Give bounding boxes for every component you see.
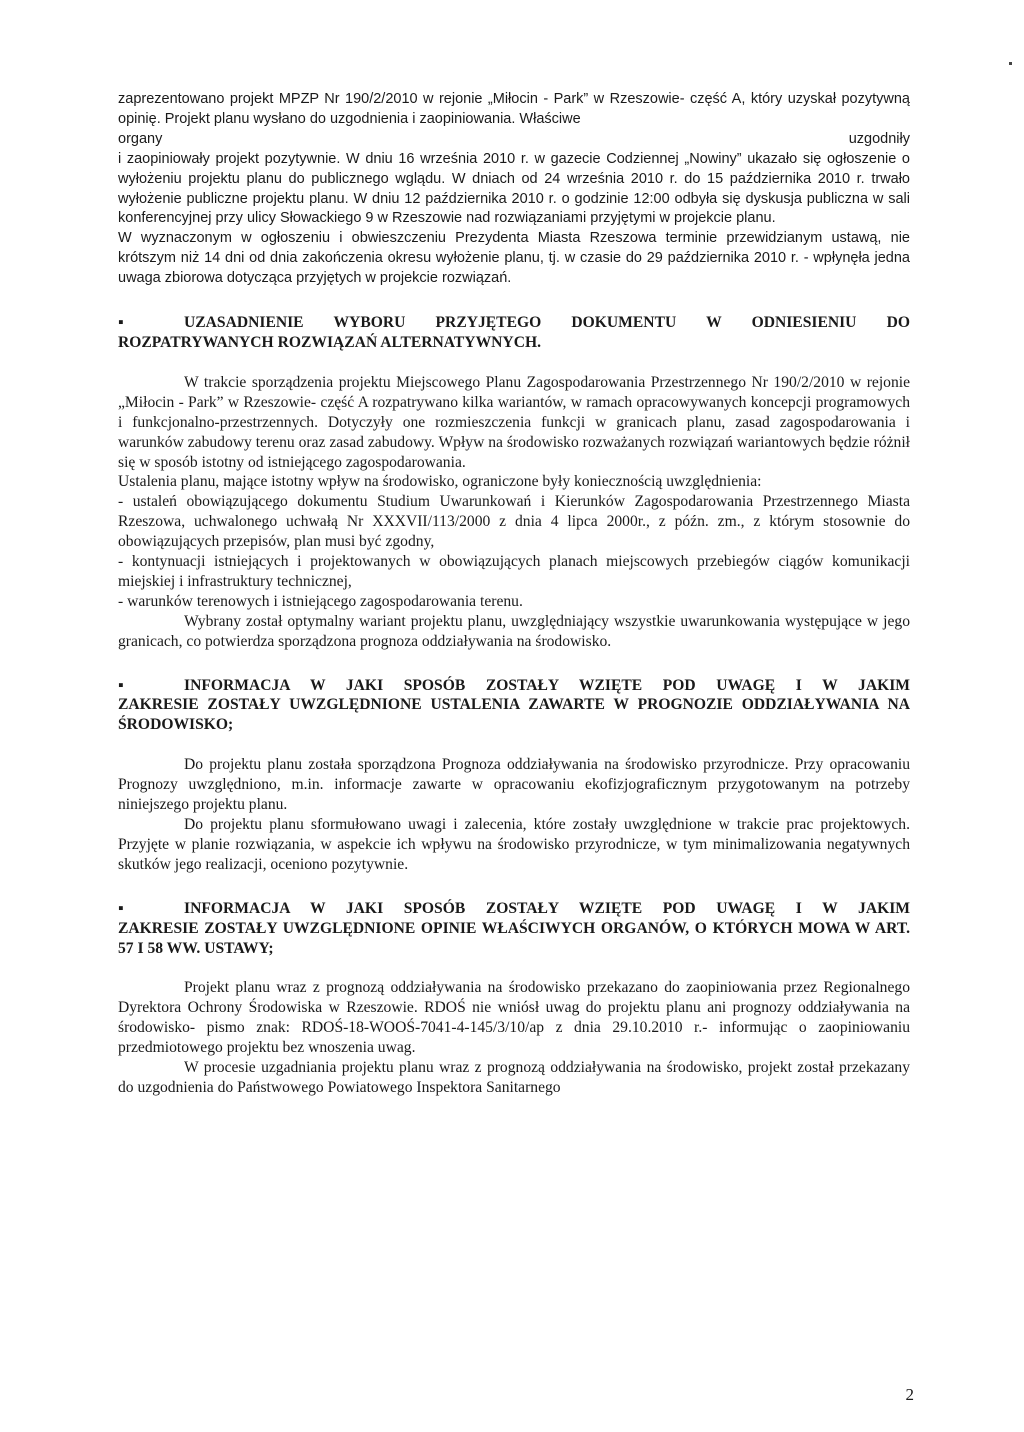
page-number: 2	[905, 1385, 914, 1404]
heading-line-2: ZAKRESIE ZOSTAŁY UWZGLĘDNIONE OPINIE WŁAŚCIWYCH ORGANÓW, O KTÓRYCH MOWA W ART. 57 I 58 WW. USTAWY;	[118, 919, 910, 957]
intro-paragraph-2: i zaopiniowały projekt pozytywnie. W dniu 16 września 2010 r. w gazecie Codziennej „Nowiny” ukazało się ogłoszenie o wyłożeniu projektu planu do publicznego wglądu. W dniach od 24 września 2010 r. do 15 października 2010 r. trwało wyłożenie publiczne projektu planu. W dniu 12 października 2010 r. o godzinie 12:00 odbyła się dyskusja publiczna w sali konferencyjnej przy ulicy Słowackiego 9 w Rzeszowie nad rozwiązaniami przyjętymi w projekcie planu.	[118, 150, 910, 227]
heading-line-1: UZASADNIENIE WYBORU PRZYJĘTEGO DOKUMENTU W ODNIESIENIU DO	[184, 314, 910, 332]
section-heading-forecast	[118, 676, 910, 736]
section1-list-item-1: - ustaleń obowiązującego dokumentu Studium Uwarunkowań i Kierunków Zagospodarowania Przestrzennego Miasta Rzeszowa, uchwalonego uchwałą Nr XXXVII/113/2000 z dnia 4 lipca 2000r., z późn. zm., z którym stosownie do obowiązujących przepisów, plan musi być zgodny,	[118, 493, 910, 551]
intro-word-uzgodnily: uzgodniły	[848, 130, 910, 147]
heading-line-2: ZAKRESIE ZOSTAŁY UWZGLĘDNIONE USTALENIA ZAWARTE W PROGNOZIE ODDZIAŁYWANIA NA ŚRODOWISKO;	[118, 696, 910, 734]
bullet-icon: ▪	[118, 899, 124, 917]
section1-list-item-2: - kontynuacji istniejących i projektowanych w obowiązujących planach miejscowych przebiegów ciągów komunikacji miejskiej i infrastruktury technicznej,	[118, 553, 910, 590]
intro-word-organy: organy	[118, 130, 163, 147]
section1-paragraph-1: W trakcie sporządzenia projektu Miejscowego Planu Zagospodarowania Przestrzennego Nr 190/2/2010 w rejonie „Miłocin - Park” w Rzeszowie- część A rozpatrywano kilka wariantów, w ramach opracowywanych koncepcji programowych i funkcjonalno-przestrzennych. Dotyczyły one rozmieszczenia funkcji w granicach planu, zasad zagospodarowania i warunków zabudowy terenu oraz zasad zabudowy. Wpływ na środowisko rozważanych rozwiązań wariantowych będzie różnił się w sposób istotny od istniejącego zagospodarowania.	[118, 373, 910, 471]
intro-paragraph-1: zaprezentowano projekt MPZP Nr 190/2/2010 w rejonie „Miłocin - Park” w Rzeszowie- część A, który uzyskał pozytywną opinię. Projekt planu wysłano do uzgodnienia i zaopiniowania. Właściwe	[118, 91, 910, 127]
heading-line-1: INFORMACJA W JAKI SPOSÓB ZOSTAŁY WZIĘTE POD UWAGĘ I W JAKIM	[184, 899, 910, 917]
section3-paragraph-2: W procesie uzgadniania projektu planu wraz z prognozą oddziaływania na środowisko, projekt został przekazany do uzgodnienia do Państwowego Powiatowego Inspektora Sanitarnego	[118, 1059, 910, 1096]
heading-line-2: ROZPATRYWANYCH ROZWIĄZAŃ ALTERNATYWNYCH.	[118, 333, 541, 351]
bullet-icon: ▪	[118, 676, 124, 694]
section-heading-alternatives	[118, 313, 910, 353]
section2-paragraph-2: Do projektu planu sformułowano uwagi i zalecenia, które zostały uwzględnione w trakcie prac projektowych. Przyjęte w planie rozwiązania, w aspekcie ich wpływu na środowisko przyrodnicze, w tym minimalizowania negatywnych skutków jego realizacji, oceniono pozytywnie.	[118, 816, 910, 873]
section1-paragraph-2: Ustalenia planu, mające istotny wpływ na środowisko, ograniczone były koniecznością uwzględnienia:	[118, 473, 762, 491]
section3-paragraph-1: Projekt planu wraz z prognozą oddziaływania na środowisko przekazano do zaopiniowania przez Regionalnego Dyrektora Ochrony Środowiska w Rzeszowie. RDOŚ nie wniósł uwag do projektu planu ani prognozy oddziaływania na środowisko- pismo znak: RDOŚ-18-WOOŚ-7041-4-145/3/10/ap z dnia 29.10.2010 r.- informując o zaopiniowaniu przedmiotowego projektu bez wnoszenia uwag.	[118, 979, 910, 1057]
section2-paragraph-1: Do projektu planu została sporządzona Prognoza oddziaływania na środowisko przyrodnicze. Przy opracowaniu Prognozy uwzględniono, m.in. informacje zawarte w opracowaniu ekofizjograficznym przygotowanym na potrzeby niniejszego projektu planu.	[118, 756, 910, 814]
document-page	[118, 90, 910, 1098]
intro-split-line	[118, 130, 910, 150]
heading-line-1: INFORMACJA W JAKI SPOSÓB ZOSTAŁY WZIĘTE POD UWAGĘ I W JAKIM	[184, 676, 910, 694]
intro-paragraph-3: W wyznaczonym w ogłoszeniu i obwieszczeniu Prezydenta Miasta Rzeszowa terminie przewidzianym ustawą, nie krótszym niż 14 dni od dnia zakończenia okresu wyłożenie planu, tj. w czasie do 29 października 2010 r. - wpłynęła jedna uwaga zbiorowa dotycząca przyjętych w projekcie rozwiązań.	[118, 230, 910, 287]
scan-mark	[1009, 62, 1012, 65]
section1-paragraph-3: Wybrany został optymalny wariant projektu planu, uwzględniający wszystkie uwarunkowania występujące w jego granicach, co potwierdza sporządzona prognoza oddziaływania na środowisko.	[118, 612, 910, 650]
section-heading-opinions	[118, 899, 910, 959]
section1-list-item-3: - warunków terenowych i istniejącego zagospodarowania terenu.	[118, 592, 523, 610]
bullet-icon: ▪	[118, 314, 124, 332]
